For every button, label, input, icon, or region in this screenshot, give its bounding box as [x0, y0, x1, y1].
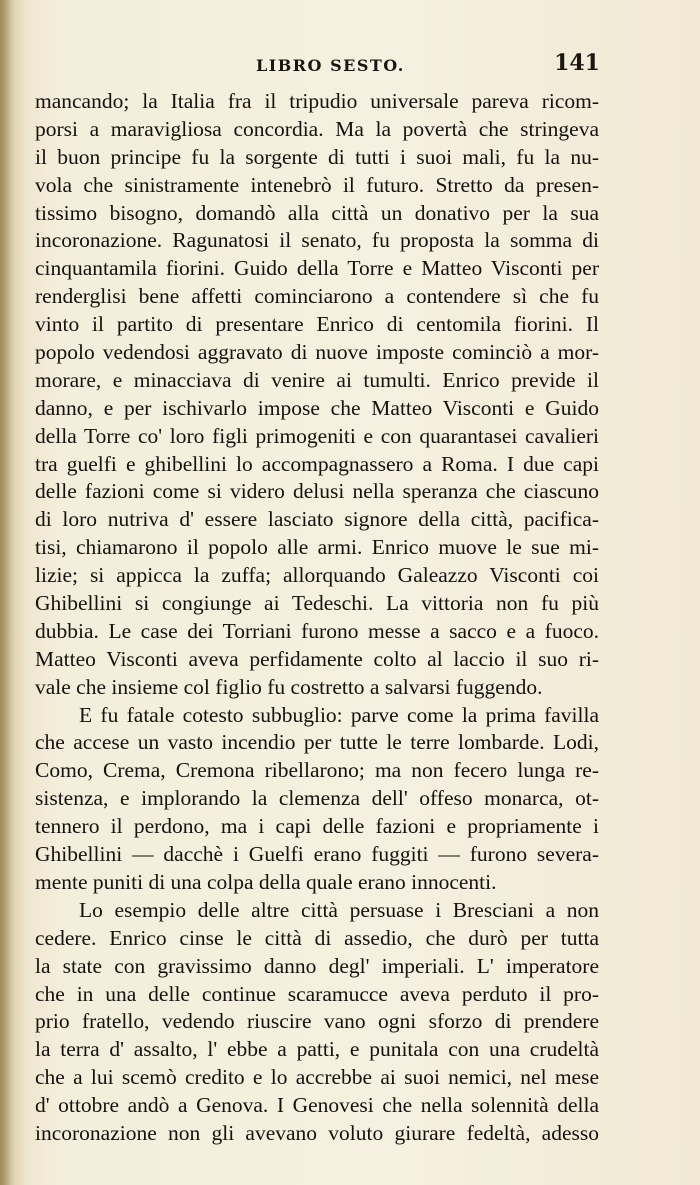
text-line: mente puniti di una colpa della quale erano innocenti.: [35, 869, 497, 894]
text-line: Matteo Visconti aveva perfidamente colto al laccio il suo ri-: [35, 646, 599, 671]
text-line: renderglisi bene affetti cominciarono a contendere sì che fu: [35, 284, 599, 309]
text-line: incoronazione. Ragunatosi il senato, fu proposta la somma di: [35, 228, 599, 253]
text-line: che a lui scemò credito e lo accrebbe ai suoi nemici, nel mese: [35, 1065, 599, 1090]
text-line: che accese un vasto incendio per tutte le terre lombarde. Lodi,: [35, 730, 599, 755]
text-line: dubbia. Le case dei Torriani furono messe a sacco e a fuoco.: [35, 618, 599, 643]
text-line: E fu fatale cotesto subbuglio: parve come la prima favilla: [79, 702, 599, 727]
text-line: incoronazione non gli avevano voluto giurare fedeltà, adesso: [35, 1120, 599, 1145]
text-line: vola che sinistramente intenebrò il futuro. Stretto da presen-: [35, 172, 599, 197]
text-line: vale che insieme col figlio fu costretto a salvarsi fuggendo.: [35, 674, 543, 699]
text-line: della Torre co' loro figli primogeniti e con quarantasei cavalieri: [35, 423, 599, 448]
text-line: cedere. Enrico cinse le città di assedio, che durò per tutta: [35, 925, 599, 950]
text-line: popolo vedendosi aggravato di nuove imposte cominciò a mor-: [35, 340, 599, 365]
text-line: la state con gravissimo danno degl' imperiali. L' imperatore: [35, 953, 599, 978]
text-line: delle fazioni come si videro delusi nella speranza che ciascuno: [35, 479, 599, 504]
text-line: Ghibellini — dacchè i Guelfi erano fuggiti — furono severa-: [35, 842, 599, 867]
running-head: [36, 50, 600, 78]
text-line: di loro nutriva d' essere lasciato signore della città, pacifica-: [35, 507, 599, 532]
text-line: tennero il perdono, ma i capi delle fazioni e propriamente i: [35, 814, 599, 839]
text-line: cinquantamila fiorini. Guido della Torre e Matteo Visconti per: [35, 256, 599, 281]
paragraph: [35, 897, 599, 1148]
paragraph: [35, 702, 599, 897]
text-line: Lo esempio delle altre città persuase i Bresciani a non: [79, 897, 599, 922]
text-line: lizie; si appicca la zuffa; allorquando Galeazzo Visconti coi: [35, 563, 599, 588]
text-line: danno, e per ischivarlo impose che Matteo Visconti e Guido: [35, 395, 599, 420]
text-line: tra guelfi e ghibellini lo accompagnassero a Roma. I due capi: [35, 451, 599, 476]
text-line: la terra d' assalto, l' ebbe a patti, e punitala con una crudeltà: [35, 1037, 599, 1062]
text-line: porsi a maravigliosa concordia. Ma la povertà che stringeva: [35, 116, 599, 141]
paragraph: [35, 88, 599, 702]
running-title: LIBRO SESTO.: [256, 56, 405, 75]
text-line: mancando; la Italia fra il tripudio universale pareva ricom-: [35, 89, 599, 113]
text-line: sistenza, e implorando la clemenza dell' offeso monarca, ot-: [35, 786, 599, 811]
text-line: morare, e minacciava di venire ai tumulti. Enrico previde il: [35, 367, 599, 392]
spine-shadow: [0, 0, 14, 1185]
text-line: tissimo bisogno, domandò alla città un donativo per la sua: [35, 200, 599, 225]
text-line: Como, Crema, Cremona ribellarono; ma non fecero lunga re-: [35, 758, 599, 783]
text-line: d' ottobre andò a Genova. I Genovesi che nella solennità della: [35, 1093, 599, 1118]
text-line: Ghibellini si congiunge ai Tedeschi. La vittoria non fu più: [35, 591, 599, 616]
text-line: il buon principe fu la sorgente di tutti i suoi mali, fu la nu-: [35, 144, 599, 169]
body-text: [35, 88, 599, 1148]
text-line: prio fratello, vedendo riuscire vano ogni sforzo di prendere: [35, 1009, 599, 1034]
text-line: vinto il partito di presentare Enrico di centomila fiorini. Il: [35, 312, 599, 337]
text-line: che in una delle continue scaramucce aveva perduto il pro-: [35, 981, 599, 1006]
text-line: tisi, chiamarono il popolo alle armi. Enrico muove le sue mi-: [35, 535, 599, 560]
page-number: 141: [554, 50, 600, 76]
